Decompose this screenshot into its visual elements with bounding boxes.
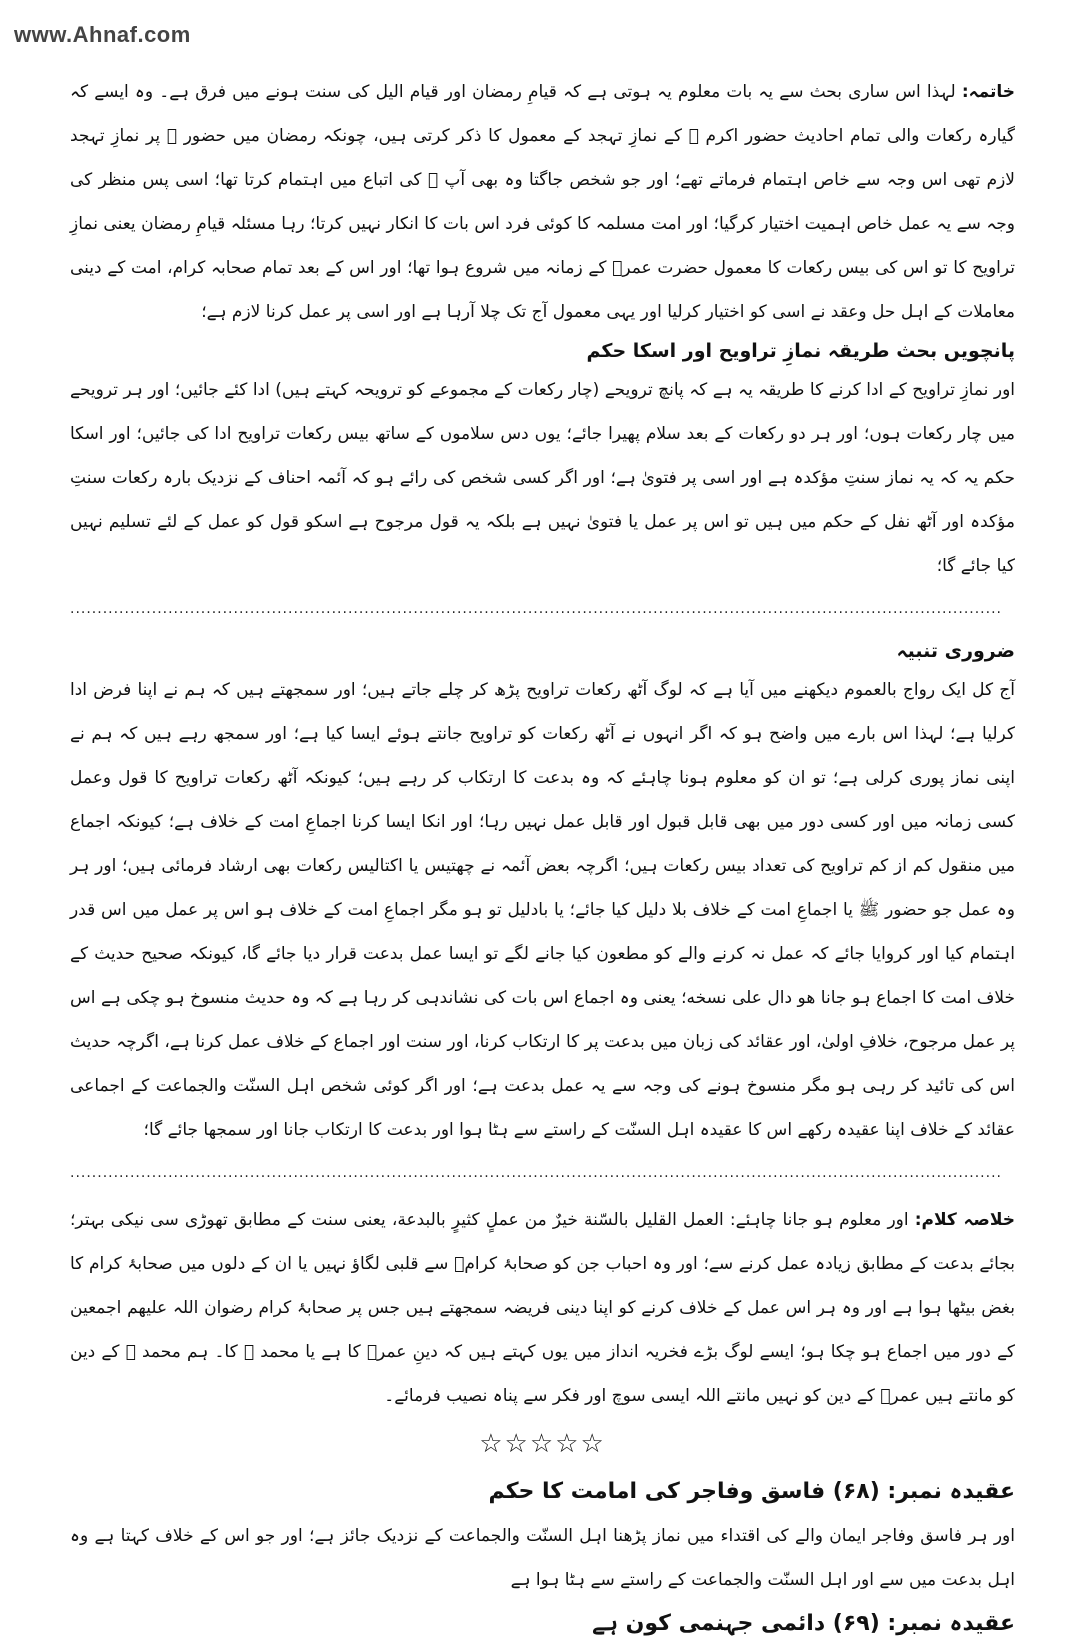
warning-heading: ضروری تنبیہ (896, 640, 1015, 662)
belief-69-heading: عقیدہ نمبر: (۶۹) دائمی جہنمی کون ہے (592, 1611, 1015, 1636)
summary-paragraph (70, 1198, 1015, 1418)
warning-text: آج کل ایک رواج بالعموم دیکھنے میں آیا ہے کہ لوگ آٹھ رکعات تراویح پڑھ کر چلے جاتے ہیں؛ اور سمجھتے ہیں کہ ہم نے اپنا فرض ادا کرلیا ہے؛ لہذا اس بارے میں واضح ہو کہ اگر انہوں نے آٹھ رکعات کو تراویح جانتے ہوئے ایسا کیا ہے؛ اور سمجھ رہے ہیں کہ ہم نے اپنی نماز پوری کرلی ہے؛ تو ان کو معلوم ہونا چاہئے کہ وہ بدعت کا ارتکاب کر رہے ہیں؛ کیونکہ آٹھ رکعات تراویح کا قول وعمل کسی زمانہ میں اور کسی دور میں بھی قابل قبول اور قابل عمل نہیں رہا؛ اور انکا ایسا کرنا اجماعِ امت کے خلاف ہے؛ کیونکہ اجماع میں منقول کم از کم تراویح کی تعداد بیس رکعات ہیں؛ اگرچہ بعض آئمہ نے چھتیس یا اکتالیس رکعات بھی ارشاد فرمائی ہیں؛ اور ہر وہ عمل جو حضور ﷺ یا اجماعِ امت کے خلاف بلا دلیل کیا جائے؛ یا بادلیل تو ہو مگر اجماعِ امت کے خلاف ہو اس پر عمل میں اس قدر اہتمام کیا اور کروایا جائے کہ عمل نہ کرنے والے کو مطعون کیا جانے لگے تو ایسا عمل بدعت قرار دیا جائے گا، کیونکہ صحیح حدیث کے خلاف امت کا اجماع ہو جانا ھو دال علی نسخه؛ یعنی وہ اجماع اس بات کی نشاندہی کر رہا ہے کہ وہ حدیث منسوخ ہو چکی ہے اس پر عمل مرجوح، خلافِ اولیٰ، اور عقائد کی زبان میں بدعت پر کا ارتکاب کرنا، اور سنت اور اجماع کے خلاف عمل کرنا ہے، اگرچہ حدیث اس کی تائید کر رہی ہو مگر منسوخ ہونے کی وجہ سے یہ عمل بدعت ہے؛ اور اگر کوئی شخص اہل السنّت والجماعت کے اجماعی عقائد کے خلاف اپنا عقیدہ رکھے اس کا عقیدہ اہل السنّت کے راستے سے ہٹا ہوا اور بدعت کا ارتکاب جانا اور سمجھا جائے گا؛ (70, 680, 1015, 1140)
belief-68-text: اور ہر فاسق وفاجر ایمان والے کی اقتداء میں نماز پڑھنا اہل السنّت والجماعت کے نزدیک جائز ہے؛ اور جو اس کے خلاف کہتا ہے وہ اہل بدعت میں سے اور اہل السنّت والجماعت کے راستے سے ہٹا ہوا ہے (70, 1526, 1015, 1590)
dotted-separator-2: ........................................................................................................................................................................... (70, 1165, 1002, 1181)
page-content (70, 70, 1015, 1646)
site-url[interactable]: www.Ahnaf.com (14, 22, 191, 47)
conclusion-label: خاتمہ: (961, 82, 1015, 102)
fifth-discussion-text: اور نمازِ تراویح کے ادا کرنے کا طریقہ یہ ہے کہ پانچ ترویحے (چار رکعات کے مجموعے کو ترویحہ کہتے ہیں) ادا کئے جائیں؛ اور ہر ترویحے میں چار رکعات ہوں؛ اور ہر دو رکعات کے بعد سلام پھیرا جائے؛ یوں دس سلاموں کے ساتھ بیس رکعات تراویح ادا کی جائیں؛ اور اسکا حکم یہ کہ یہ نماز سنتِ مؤکدہ ہے اور اسی پر فتویٰ ہے؛ اور اگر کسی شخص کی رائے ہو کہ آئمہ احناف کے نزدیک بارہ رکعات سنتِ مؤکدہ اور آٹھ نفل کے حکم میں ہیں تو اس پر عمل یا فتویٰ نہیں ہے بلکہ یہ قول مرجوح ہے اسکو قول کو عمل کے لئے تسلیم نہیں کیا جائے گا؛ (70, 380, 1015, 576)
conclusion-paragraph (70, 70, 1015, 334)
summary-label: خلاصہ کلام: (914, 1210, 1015, 1230)
conclusion-text: لہذا اس ساری بحث سے یہ بات معلوم یہ ہوتی ہے کہ قیامِ رمضان اور قیام الیل کی سنت ہونے میں فرق ہے۔ وہ ایسے کہ گیارہ رکعات والی تمام احادیث حضور اکرم ﷺ کے نمازِ تہجد کے معمول کا ذکر کرتی ہیں، چونکہ رمضان میں حضور ﷺ پر نمازِ تہجد لازم تھی اس وجہ سے خاص اہتمام فرماتے تھے؛ اور جو شخص جاگتا وہ بھی آپ ﷺ کی اتباع میں اہتمام کرتا تھا؛ اسی پس منظر کی وجہ سے یہ عمل خاص اہمیت اختیار کرگیا؛ اور امت مسلمہ کا کوئی فرد اس بات کا انکار نہیں کرتا؛ رہا مسئلہ قیامِ رمضان یعنی نمازِ تراویح کا تو اس کی بیس رکعات کا معمول حضرت عمرؓ کے زمانہ میں شروع ہوا تھا؛ اور اس کے بعد تمام صحابہ کرام، امت کے دینی معاملات کے اہل حل وعقد نے اسی کو اختیار کرلیا اور یہی معمول آج تک چلا آرہا ہے اور اسی پر عمل کرنا لازم ہے؛ (70, 82, 1015, 322)
belief-68-heading: عقیدہ نمبر: (۶۸) فاسق وفاجر کی امامت کا حکم (488, 1479, 1015, 1504)
dotted-separator: ........................................................................................................................................................................... (70, 601, 1002, 617)
fifth-discussion-heading: پانچویں بحث طریقہ نمازِ تراویح اور اسکا حکم (586, 340, 1015, 362)
star-divider: ☆☆☆☆☆ (479, 1429, 606, 1459)
summary-text: اور معلوم ہو جانا چاہئے: العمل القليل بالسّنة خيرٌ من عملٍ كثيرٍ بالبدعة، یعنی سنت کے مطابق تھوڑی سی نیکی بہتر؛ بجائے بدعت کے مطابق زیادہ عمل کرنے سے؛ اور وہ احباب جن کو صحابۂ کرامؓ سے قلبی لگاؤ نہیں یا ان کے دلوں میں صحابۂ کرام کا بغض بیٹھا ہوا ہے اور وہ ہر اس عمل کے خلاف کرنے کو اپنا دینی فریضہ سمجھتے ہیں جس پر صحابۂ کرام رضوان اللہ علیھم اجمعین کے دور میں اجماع ہو چکا ہو؛ ایسے لوگ بڑے فخریہ انداز میں یوں کہتے ہیں کہ دینِ عمرؓ کا ہے یا محمد ﷺ کا۔ ہم محمد ﷺ کے دین کو مانتے ہیں عمرؓ کے دین کو نہیں مانتے اللہ ایسی سوچ اور فکر سے پناہ نصیب فرمائے۔ (70, 1210, 1015, 1406)
